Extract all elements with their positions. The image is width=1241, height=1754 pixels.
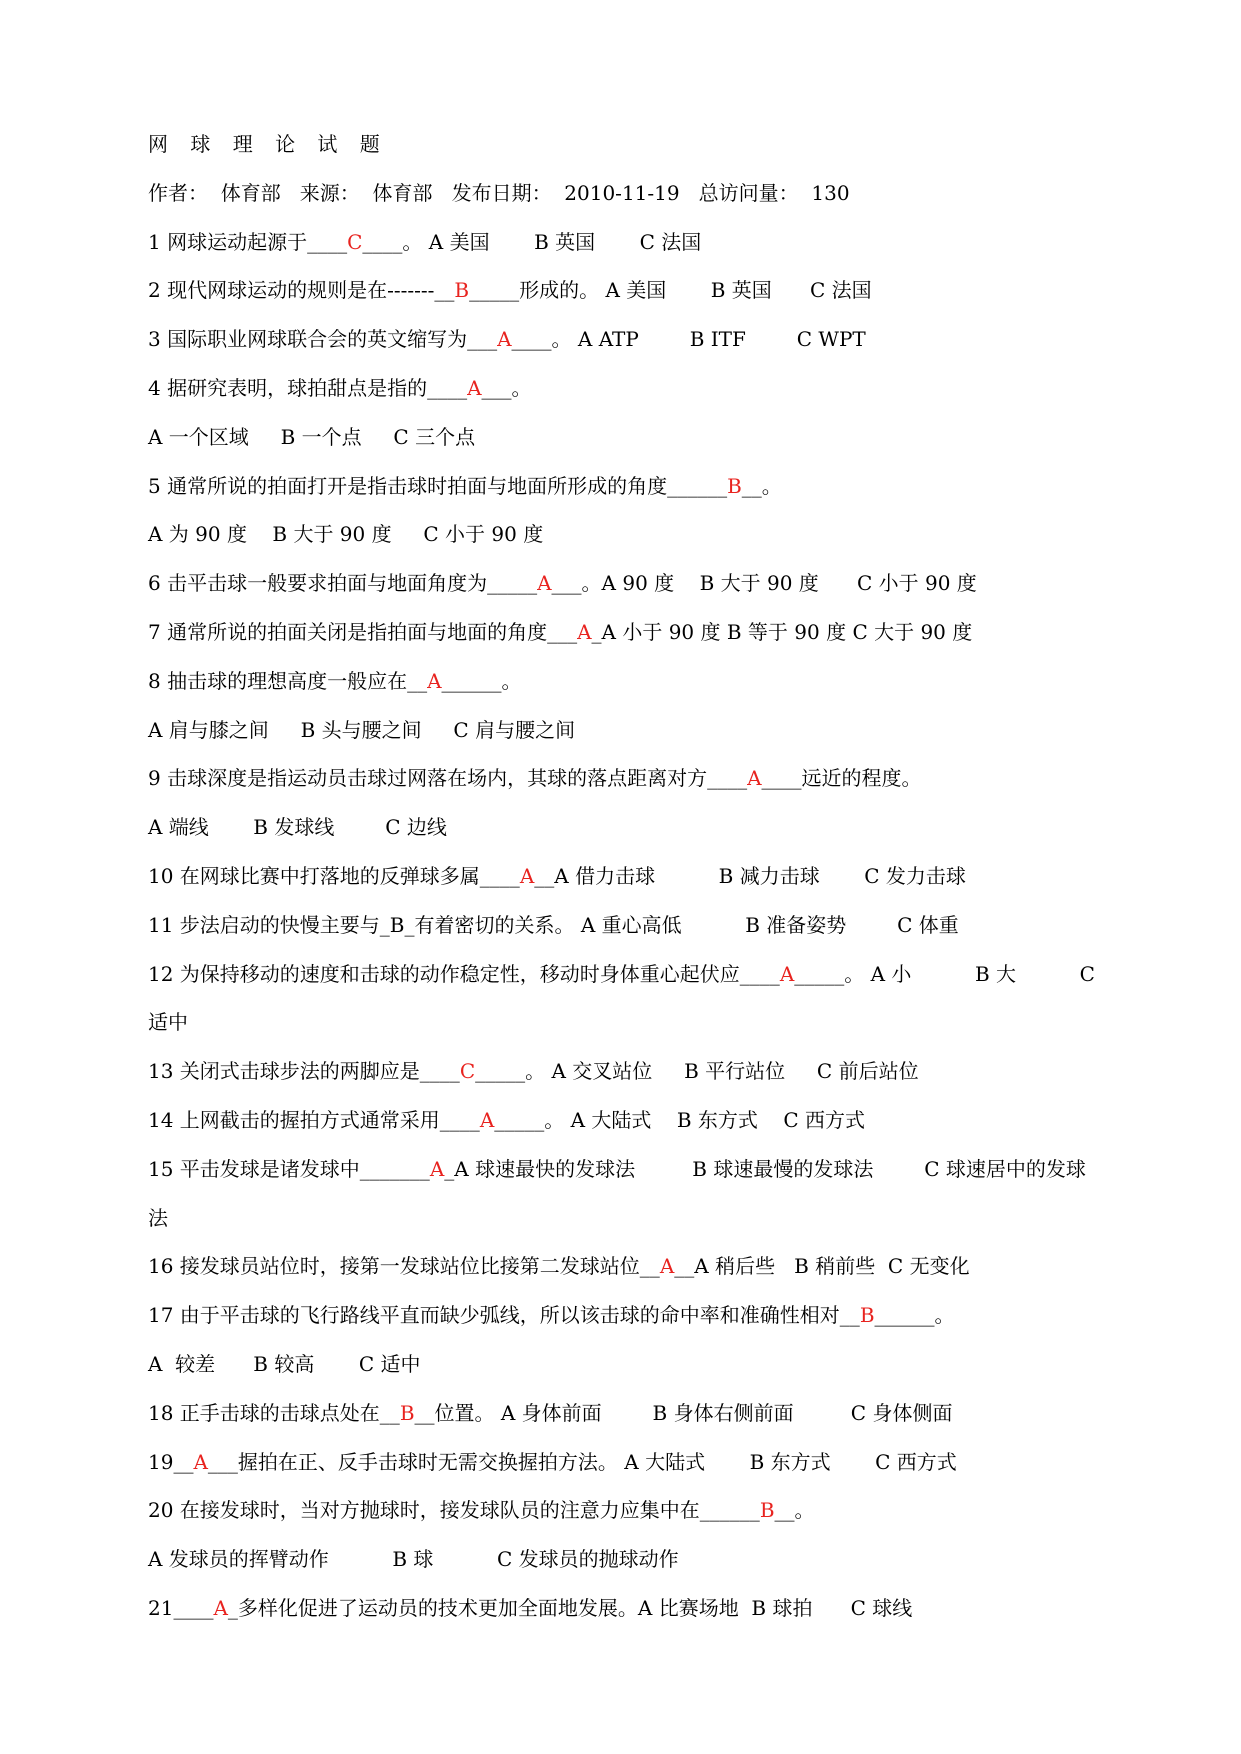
answer-mark: A — [193, 1449, 208, 1474]
answer-mark: C — [347, 229, 363, 254]
question-options: ___。A 90 度 B 大于 90 度 C 小于 90 度 — [551, 571, 977, 596]
question-options: _多样化促进了运动员的技术更加全面地发展。A 比赛场地 B 球拍 C 球线 — [227, 1595, 913, 1620]
question-line — [148, 1340, 1158, 1389]
question-line — [148, 1096, 1158, 1145]
question-line — [148, 608, 1158, 657]
question-text: A 较差 B 较高 C 适中 — [148, 1351, 421, 1376]
answer-mark: B — [399, 1400, 415, 1425]
question-text: 17 由于平击球的飞行路线平直而缺少弧线，所以该击球的命中率和准确性相对__ — [148, 1303, 860, 1328]
answer-mark: B — [859, 1303, 875, 1328]
question-line — [148, 1438, 1158, 1487]
answer-mark: A — [537, 571, 552, 596]
question-text: 12 为保持移动的速度和击球的动作稳定性，移动时身体重心起伏应____ — [148, 961, 780, 986]
question-text: 5 通常所说的拍面打开是指击球时拍面与地面所形成的角度______ — [148, 473, 728, 498]
question-line — [148, 1291, 1158, 1340]
question-text: 法 — [148, 1205, 168, 1230]
question-text: 1 网球运动起源于____ — [148, 229, 348, 254]
question-line — [148, 706, 1158, 755]
answer-mark: A — [747, 766, 762, 791]
question-text: 15 平击发球是诸发球中_______ — [148, 1156, 430, 1181]
question-line — [148, 510, 1158, 559]
question-text: A 发球员的挥臂动作 B 球 C 发球员的抛球动作 — [148, 1547, 679, 1572]
answer-mark: A — [429, 1156, 445, 1181]
question-text: 10 在网球比赛中打落地的反弹球多属____ — [148, 863, 520, 888]
answer-mark: A — [659, 1254, 675, 1279]
question-line — [148, 803, 1158, 852]
question-options: ______。 — [874, 1303, 955, 1328]
question-text: 4 据研究表明，球拍甜点是指的____ — [148, 375, 468, 400]
question-options: __A 稍后些 B 稍前些 C 无变化 — [674, 1254, 970, 1279]
document-meta: 作者： 体育部 来源： 体育部 发布日期： 2010-11-19 总访问量： 130 — [148, 180, 850, 205]
question-options: _____。 A 交叉站位 B 平行站位 C 前后站位 — [475, 1059, 919, 1084]
question-line — [148, 462, 1158, 511]
question-text: 6 击平击球一般要求拍面与地面角度为_____ — [148, 571, 538, 596]
question-options: _____。 A 大陆式 B 东方式 C 西方式 — [494, 1107, 865, 1132]
question-options: ____。 A 美国 B 英国 C 法国 — [362, 229, 702, 254]
question-text: 适中 — [148, 1010, 188, 1035]
answer-mark: A — [497, 327, 512, 352]
question-text: 2 现代网球运动的规则是在-------__ — [148, 278, 455, 303]
question-text: A 为 90 度 B 大于 90 度 C 小于 90 度 — [148, 522, 544, 547]
question-line — [148, 1486, 1158, 1535]
answer-mark: A — [479, 1107, 495, 1132]
question-line — [148, 315, 1158, 364]
question-text: 11 步法启动的快慢主要与_B_有着密切的关系。 A 重心高低 B 准备姿势 C 体重 — [148, 912, 959, 937]
question-line — [148, 1584, 1158, 1633]
answer-mark: B — [454, 278, 470, 303]
answer-mark: B — [759, 1498, 775, 1523]
question-line — [148, 559, 1158, 608]
question-options: __A 借力击球 B 减力击球 C 发力击球 — [534, 863, 966, 888]
answer-mark: A — [427, 668, 442, 693]
question-options: ______。 — [441, 668, 522, 693]
question-line — [148, 1145, 1158, 1194]
question-line — [148, 1535, 1158, 1584]
question-text: A 一个区域 B 一个点 C 三个点 — [148, 424, 476, 449]
question-text: 8 抽击球的理想高度一般应在__ — [148, 668, 428, 693]
question-options: ___握拍在正、反手击球时无需交换握拍方法。 A 大陆式 B 东方式 C 西方式 — [207, 1449, 957, 1474]
question-text: 14 上网截击的握拍方式通常采用____ — [148, 1107, 480, 1132]
question-line — [148, 1389, 1158, 1438]
question-text: 19__ — [148, 1449, 194, 1474]
question-line — [148, 998, 1158, 1047]
question-text: 3 国际职业网球联合会的英文缩写为___ — [148, 327, 498, 352]
question-options: ____。 A ATP B ITF C WPT — [511, 327, 866, 352]
question-line — [148, 754, 1158, 803]
question-options: __位置。 A 身体前面 B 身体右侧前面 C 身体侧面 — [414, 1400, 953, 1425]
question-text: 13 关闭式击球步法的两脚应是____ — [148, 1059, 460, 1084]
answer-mark: A — [213, 1595, 228, 1620]
question-line — [148, 364, 1158, 413]
question-text: A 肩与膝之间 B 头与腰之间 C 肩与腰之间 — [148, 717, 576, 742]
question-line — [148, 1047, 1158, 1096]
question-line — [148, 266, 1158, 315]
question-line — [148, 901, 1158, 950]
question-line — [148, 218, 1158, 267]
question-options: __。 — [774, 1498, 815, 1523]
question-options: __。 — [741, 473, 782, 498]
question-line — [148, 1242, 1158, 1291]
question-options: _____。 A 小 B 大 C — [794, 961, 1095, 986]
question-options: ___。 — [481, 375, 532, 400]
question-text: 20 在接发球时，当对方抛球时，接发球队员的注意力应集中在______ — [148, 1498, 760, 1523]
question-text: 18 正手击球的击球点处在__ — [148, 1400, 400, 1425]
question-options: _A 球速最快的发球法 B 球速最慢的发球法 C 球速居中的发球 — [444, 1156, 1086, 1181]
answer-mark: A — [467, 375, 482, 400]
question-text: 7 通常所说的拍面关闭是指拍面与地面的角度___ — [148, 619, 578, 644]
question-line — [148, 852, 1158, 901]
answer-mark: A — [779, 961, 795, 986]
document-title: 网 球 理 论 试 题 — [148, 132, 388, 156]
question-text: A 端线 B 发球线 C 边线 — [148, 815, 447, 840]
question-line — [148, 413, 1158, 462]
answer-mark: A — [519, 863, 535, 888]
question-text: 16 接发球员站位时，接第一发球站位比接第二发球站位__ — [148, 1254, 660, 1279]
question-options: _____形成的。 A 美国 B 英国 C 法国 — [469, 278, 872, 303]
question-line — [148, 1194, 1158, 1243]
answer-mark: C — [459, 1059, 476, 1084]
question-options: ____远近的程度。 — [761, 766, 922, 791]
question-line — [148, 950, 1158, 999]
question-text: 9 击球深度是指运动员击球过网落在场内，其球的落点距离对方____ — [148, 766, 748, 791]
question-line — [148, 657, 1158, 706]
question-text: 21____ — [148, 1595, 214, 1620]
question-options: _A 小于 90 度 B 等于 90 度 C 大于 90 度 — [591, 619, 973, 644]
document-page — [148, 120, 1158, 1633]
question-list — [148, 218, 1158, 1633]
answer-mark: A — [577, 619, 592, 644]
answer-mark: B — [727, 473, 742, 498]
